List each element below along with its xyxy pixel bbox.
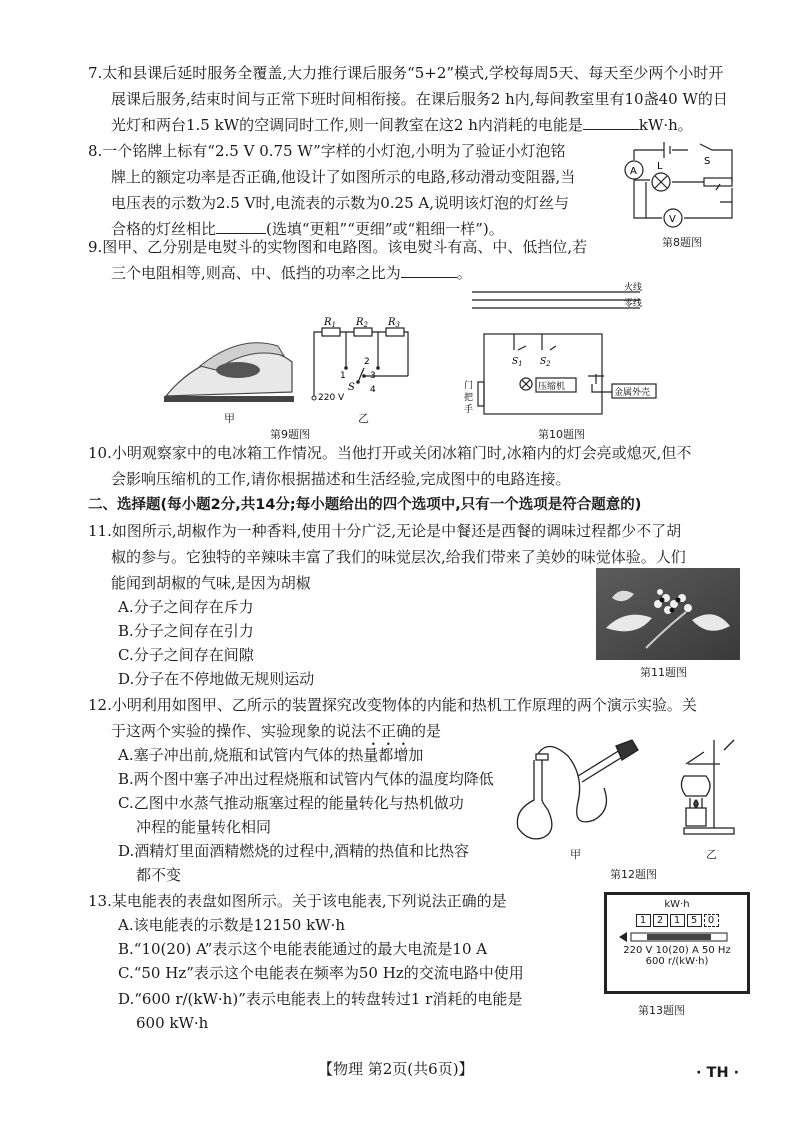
q12-option-a[interactable]: A.塞子冲出前,烧瓶和试管内气体的热量都增加 — [118, 746, 424, 764]
q12-caption: 第12题图 — [610, 868, 657, 881]
svg-text:2: 2 — [364, 357, 370, 367]
q9-answer-blank[interactable] — [401, 263, 457, 278]
q12-option-b[interactable]: B.两个图中塞子冲出过程烧瓶和试管内气体的温度均降低 — [118, 770, 494, 788]
switch-label: S — [704, 156, 711, 167]
neutral-wire-label: 零线 — [624, 299, 643, 309]
svg-text:3: 3 — [370, 371, 376, 381]
q13-option-b[interactable]: B.“10(20) A”表示这个电能表能通过的最大电流是10 A — [118, 940, 488, 958]
q7-line-1: 7.太和县课后延时服务全覆盖,大力推行课后服务“5+2”模式,学校每周5天、每天至少两个小时开 — [88, 64, 724, 82]
q11-option-b[interactable]: B.分子之间存在引力 — [118, 622, 254, 640]
q10-caption: 第10题图 — [538, 428, 585, 441]
q10-line-2: 会影响压缩机的工作,请你根据描述和生活经验,完成图中的电路连接。 — [111, 470, 571, 488]
section-2-heading: 二、选择题(每小题2分,共14分;每小题给出的四个选项中,只有一个选项是符合题意的) — [88, 497, 642, 513]
q11-caption: 第11题图 — [640, 666, 687, 679]
q12-option-c-cont: 冲程的能量转化相同 — [136, 818, 272, 836]
iron-photo — [160, 326, 300, 404]
digit: 2 — [653, 914, 668, 927]
q12-option-d[interactable]: D.酒精灯里面酒精燃烧的过程中,酒精的热值和比热容 — [118, 842, 470, 860]
r2-label: R — [356, 317, 364, 328]
page-footer: 【物理 第2页(共6页)】 — [318, 1060, 474, 1078]
svg-text:R1: $R_1$ — [324, 317, 336, 329]
voltage-label: 220 V — [318, 393, 345, 403]
switch-s-label: S — [348, 382, 355, 393]
meter-dial-indicator — [617, 931, 737, 943]
compressor-label: 压缩机 — [538, 382, 566, 392]
q8-caption: 第8题图 — [662, 236, 702, 249]
q9-caption: 第9题图 — [270, 428, 310, 441]
q12-line-2: 于这两个实验的操作、实验现象的说法不正确的是 — [111, 722, 442, 740]
s2-label: S — [540, 357, 547, 367]
q11-line-3: 能闻到胡椒的气味,是因为胡椒 — [111, 574, 311, 592]
q11-option-d[interactable]: D.分子在不停地做无规则运动 — [118, 670, 315, 688]
q12-line-1: 12.小明利用如图甲、乙所示的装置探究改变物体的内能和热机工作原理的两个演示实验。关 — [88, 696, 697, 714]
q9-circuit-diagram — [304, 318, 414, 408]
lamp-label: L — [657, 161, 663, 172]
meter-digits — [607, 914, 747, 927]
q12-option-d-cont: 都不变 — [136, 866, 182, 884]
energy-meter-face — [604, 892, 750, 994]
q7-line-3: 光灯和两台1.5 kW的空调同时工作,则一间教室在这2 h内消耗的电能是 kW·h。 — [111, 116, 693, 134]
q9-label-b: 乙 — [358, 412, 369, 425]
q13-option-c[interactable]: C.“50 Hz”表示这个电能表在频率为50 Hz的交流电路中使用 — [118, 964, 524, 982]
emphasis-not-correct: 不正确 — [366, 722, 412, 740]
q13-option-d-cont: 600 kW·h — [136, 1014, 209, 1032]
q10-line-1: 10.小明观察家中的电冰箱工作情况。当他打开或关闭冰箱门时,冰箱内的灯会亮或熄灭,但不 — [88, 444, 692, 462]
svg-text:S1: $S_1$ — [512, 357, 523, 368]
r1-label: R — [324, 317, 332, 328]
meter-spec-1: 220 V 10(20) A 50 Hz — [623, 945, 731, 956]
q11-line-1: 11.如图所示,胡椒作为一种香料,使用十分广泛,无论是中餐还是西餐的调味过程都少不了胡 — [88, 522, 682, 540]
svg-text:1: 1 — [340, 371, 346, 381]
q12-option-c[interactable]: C.乙图中水蒸气推动瓶塞过程的能量转化与热机做功 — [118, 794, 464, 812]
q12-apparatus-a — [508, 740, 648, 844]
q8-circuit-diagram — [620, 138, 740, 230]
q8-answer-blank[interactable] — [216, 219, 266, 234]
voltmeter-label: V — [669, 214, 676, 225]
live-wire-label: 火线 — [624, 283, 643, 293]
q11-option-c[interactable]: C.分子之间存在间隙 — [118, 646, 254, 664]
meter-unit: kW·h — [664, 899, 690, 910]
digit-decimal: 0 — [704, 914, 719, 927]
q12-apparatus-b — [664, 736, 744, 836]
svg-text:S2: $S_2$ — [540, 357, 551, 368]
q13-option-a[interactable]: A.该电能表的示数是12150 kW·h — [118, 916, 346, 934]
door-handle-label: 门 — [464, 381, 474, 391]
q8-line-2: 牌上的额定功率是否正确,他设计了如图所示的电路,移动滑动变阻器,当 — [111, 168, 576, 186]
q9-line-1: 9.图甲、乙分别是电熨斗的实物图和电路图。该电熨斗有高、中、低挡位,若 — [88, 238, 588, 256]
digit: 1 — [636, 914, 651, 927]
digit: 5 — [687, 914, 702, 927]
q13-option-d[interactable]: D.“600 r/(kW·h)”表示电能表上的转盘转过1 r消耗的电能是 — [118, 990, 523, 1008]
ammeter-label: A — [630, 166, 637, 177]
pepper-photo — [596, 568, 740, 660]
q12-label-b: 乙 — [706, 848, 717, 861]
svg-text:把: 把 — [464, 393, 474, 403]
q13-line-1: 13.某电能表的表盘如图所示。关于该电能表,下列说法正确的是 — [88, 892, 507, 910]
metal-shell-label: 金属外壳 — [614, 388, 651, 398]
q11-line-2: 椒的参与。它独特的辛辣味丰富了我们的味觉层次,给我们带来了美妙的味觉体验。人们 — [111, 548, 686, 566]
svg-text:R2: $R_2$ — [356, 317, 368, 329]
q13-caption: 第13题图 — [638, 1004, 685, 1017]
digit: 1 — [670, 914, 685, 927]
q12-label-a: 甲 — [570, 848, 581, 861]
footer-code: · TH · — [696, 1065, 740, 1081]
svg-text:4: 4 — [370, 385, 376, 395]
q8-line-3: 电压表的示数为2.5 V时,电流表的示数为0.25 A,说明该灯泡的灯丝与 — [111, 194, 569, 212]
q7-line-2: 展课后服务,结束时间与正常下班时间相衔接。在课后服务2 h内,每间教室里有10盏40 W的日 — [111, 90, 728, 108]
q8-line-1: 8.一个铭牌上标有“2.5 V 0.75 W”字样的小灯泡,小明为了验证小灯泡铭 — [88, 142, 566, 160]
q9-label-a: 甲 — [224, 412, 235, 425]
s1-label: S — [512, 357, 519, 367]
q10-circuit-diagram — [462, 283, 662, 424]
q7-answer-blank[interactable] — [583, 115, 639, 130]
q11-option-a[interactable]: A.分子之间存在斥力 — [118, 598, 254, 616]
q9-line-2: 三个电阻相等,则高、中、低挡的功率之比为 。 — [111, 264, 472, 282]
r3-label: R — [388, 317, 396, 328]
q8-line-4: 合格的灯丝相比 (选填“更粗”“更细”或“粗细一样”)。 — [111, 220, 504, 238]
meter-spec-2: 600 r/(kW·h) — [645, 956, 709, 967]
svg-text:R3: $R_3$ — [388, 317, 400, 329]
svg-text:手: 手 — [464, 405, 474, 415]
